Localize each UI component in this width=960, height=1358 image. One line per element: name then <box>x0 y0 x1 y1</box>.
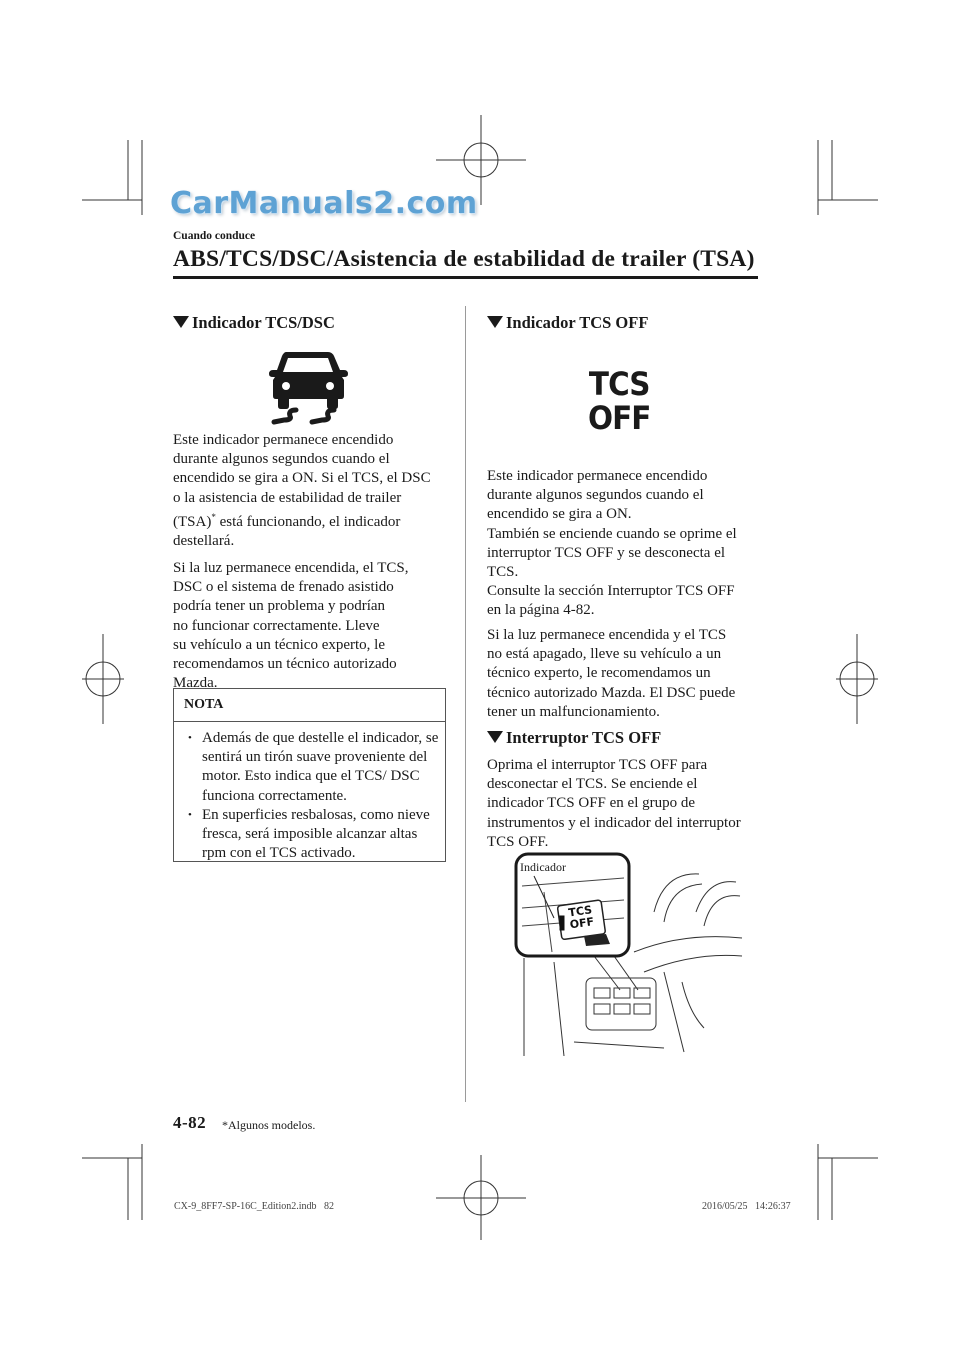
title-rule <box>173 276 758 279</box>
traction-control-car-icon <box>268 348 350 428</box>
tcs-off-switch-illustration <box>514 852 744 1056</box>
column-divider <box>465 306 466 1102</box>
switch-label-line2: OFF <box>568 915 595 932</box>
note-item: • En superficies resbalosas, como nieve fresca, será imposible alcanzar altas rpm con el TCS activado. <box>186 806 440 864</box>
footer-timestamp: 2016/05/25 14:26:37 <box>702 1201 791 1212</box>
switch-indicator-lamp <box>560 916 564 930</box>
chapter-title: ABS/TCS/DSC/Asistencia de estabilidad de trailer (TSA) <box>173 246 755 272</box>
tcs-dsc-warning: Si la luz permanece encendida, el TCS, DSC o el sistema de frenado asistido podría tener un problema y podrían no funcionar correctamente. Lleve su vehículo a un técnico experto, le recomendamos un técnico autorizado Mazda. <box>173 560 409 692</box>
heading-tcs-off-switch: Interruptor TCS OFF <box>487 728 661 748</box>
car-skid-icon <box>584 934 610 946</box>
watermark: CarManuals2.com <box>170 186 478 221</box>
switch-label-line1: TCS <box>567 903 593 920</box>
tcs-off-description: Este indicador permanece encendido durante algunos segundos cuando el encendido se gira a ON. También se enciende cuando se oprime el interruptor TCS OFF y se desconecta el TCS. Consulte la sección Interruptor TCS OFF en la página 4-82. <box>487 468 737 619</box>
note-divider <box>174 721 445 722</box>
triangle-bullet-icon <box>487 731 503 743</box>
note-label: NOTA <box>184 697 224 712</box>
section-label: Cuando conduce <box>173 230 256 242</box>
note-item: • Además de que destelle el indicador, se sentirá un tirón suave proveniente del motor. Esto indica que el TCS/ DSC funciona correctamente. <box>186 729 440 806</box>
triangle-bullet-icon <box>487 316 503 328</box>
note-list <box>186 729 440 863</box>
tcs-dsc-description: Este indicador permanece encendido durante algunos segundos cuando el encendido se gira a ON. Si el TCS, el DSC o la asistencia de estabilidad de trailer (TSA)* está funcionando, el indicador destellará. <box>173 432 431 550</box>
indicator-callout-label: Indicador <box>520 860 566 874</box>
tcs-off-switch-description: Oprima el interruptor TCS OFF para desconectar el TCS. Se enciende el indicador TCS OFF en el grupo de instrumentos y el indicador del interruptor TCS OFF. <box>487 757 741 850</box>
triangle-bullet-icon <box>173 316 189 328</box>
tcs-off-warning: Si la luz permanece encendida y el TCS no está apagado, lleve su vehículo a un técnico experto, le recomendamos un técnico autorizado Mazda. El DSC puede tener un malfuncionamiento. <box>487 627 736 720</box>
heading-tcs-dsc-indicator: Indicador TCS/DSC <box>173 313 335 333</box>
footer-filename: CX-9_8FF7-SP-16C_Edition2.indb 82 <box>174 1201 335 1212</box>
heading-tcs-off-indicator: Indicador TCS OFF <box>487 313 648 333</box>
page-number: 4-82 <box>173 1113 207 1132</box>
note-box <box>173 688 446 862</box>
footnote: *Algunos modelos. <box>222 1118 316 1132</box>
tcs-off-indicator-icon: TCS OFF <box>588 365 651 437</box>
